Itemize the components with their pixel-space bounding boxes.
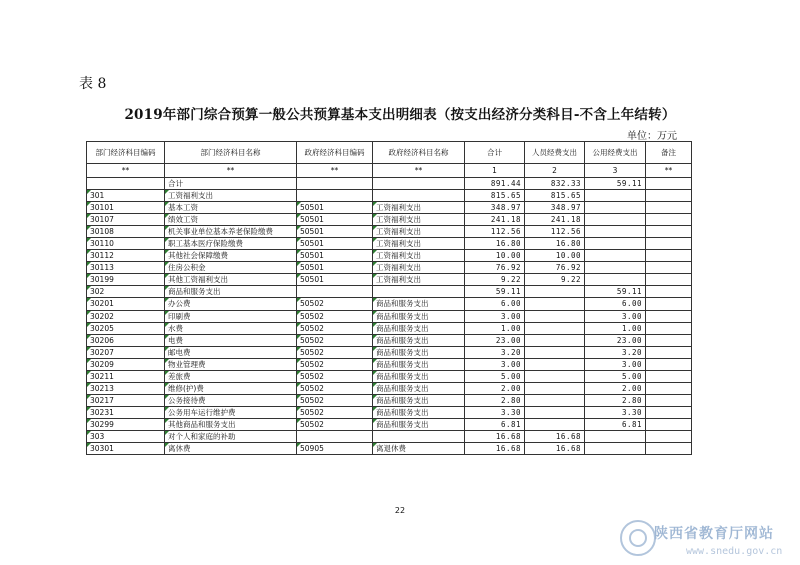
gov-code-cell: 50502 [297, 322, 373, 334]
personnel-cell: 76.92 [525, 262, 585, 274]
gov-code-cell [297, 178, 373, 190]
dept-name-cell: 职工基本医疗保险缴费 [165, 238, 297, 250]
total-cell: 16.68 [465, 443, 525, 455]
personnel-cell [525, 370, 585, 382]
dept-code-cell: 30110 [87, 238, 165, 250]
note-cell [646, 394, 692, 406]
gov-name-cell: 离退休费 [373, 443, 465, 455]
gov-name-cell: 工资福利支出 [373, 214, 465, 226]
note-cell [646, 202, 692, 214]
dept-code-cell: 303 [87, 430, 165, 442]
subheader-cell: 1 [465, 164, 525, 178]
personnel-cell [525, 346, 585, 358]
personnel-cell: 10.00 [525, 250, 585, 262]
dept-name-cell: 其他工资福利支出 [165, 274, 297, 286]
gov-code-cell: 50501 [297, 226, 373, 238]
dept-code-cell: 30199 [87, 274, 165, 286]
gov-name-cell: 商品和服务支出 [373, 394, 465, 406]
dept-code-cell: 302 [87, 286, 165, 298]
dept-code-cell: 30206 [87, 334, 165, 346]
total-cell: 3.20 [465, 346, 525, 358]
personnel-cell: 832.33 [525, 178, 585, 190]
total-cell: 891.44 [465, 178, 525, 190]
subheader-cell: ** [373, 164, 465, 178]
total-cell: 348.97 [465, 202, 525, 214]
col-header-dept-name: 部门经济科目名称 [165, 142, 297, 164]
gov-code-cell [297, 286, 373, 298]
dept-name-cell: 物业管理费 [165, 358, 297, 370]
watermark-seal-icon [620, 520, 656, 556]
gov-code-cell: 50502 [297, 310, 373, 322]
gov-name-cell: 商品和服务支出 [373, 382, 465, 394]
note-cell [646, 310, 692, 322]
gov-code-cell: 50905 [297, 443, 373, 455]
dept-code-cell: 30101 [87, 202, 165, 214]
subheader-cell: ** [87, 164, 165, 178]
gov-code-cell [297, 430, 373, 442]
subheader-cell: ** [165, 164, 297, 178]
table-row [87, 394, 692, 406]
gov-code-cell: 50502 [297, 382, 373, 394]
subheader-cell: 2 [525, 164, 585, 178]
public-cell: 1.00 [585, 322, 646, 334]
unit-label: 单位：万元 [627, 131, 677, 142]
dept-name-cell: 其他社会保障缴费 [165, 250, 297, 262]
note-cell [646, 322, 692, 334]
gov-name-cell: 工资福利支出 [373, 202, 465, 214]
public-cell: 3.00 [585, 358, 646, 370]
note-cell [646, 334, 692, 346]
dept-code-cell: 30112 [87, 250, 165, 262]
dept-name-cell: 其他商品和服务支出 [165, 418, 297, 430]
total-cell: 5.00 [465, 370, 525, 382]
public-cell: 59.11 [585, 178, 646, 190]
table-row [87, 310, 692, 322]
dept-name-cell: 维修(护)费 [165, 382, 297, 394]
public-cell: 5.00 [585, 370, 646, 382]
note-cell [646, 370, 692, 382]
subheader-cell: 3 [585, 164, 646, 178]
table-row [87, 370, 692, 382]
table-row [87, 406, 692, 418]
gov-name-cell: 工资福利支出 [373, 262, 465, 274]
table-row [87, 298, 692, 310]
col-header-note: 备注 [646, 142, 692, 164]
gov-name-cell: 商品和服务支出 [373, 406, 465, 418]
gov-code-cell: 50502 [297, 394, 373, 406]
gov-code-cell: 50502 [297, 358, 373, 370]
gov-name-cell [373, 430, 465, 442]
dept-code-cell: 30209 [87, 358, 165, 370]
dept-name-cell: 邮电费 [165, 346, 297, 358]
dept-name-cell: 公务用车运行维护费 [165, 406, 297, 418]
note-cell [646, 382, 692, 394]
table-row [87, 178, 692, 190]
gov-name-cell [373, 286, 465, 298]
dept-code-cell: 30207 [87, 346, 165, 358]
total-cell: 59.11 [465, 286, 525, 298]
public-cell: 3.30 [585, 406, 646, 418]
note-cell [646, 178, 692, 190]
dept-code-cell: 30211 [87, 370, 165, 382]
personnel-cell: 241.18 [525, 214, 585, 226]
site-watermark [620, 518, 800, 565]
total-cell: 2.80 [465, 394, 525, 406]
table-row [87, 322, 692, 334]
public-cell: 3.20 [585, 346, 646, 358]
total-cell: 241.18 [465, 214, 525, 226]
table-row [87, 430, 692, 442]
note-cell [646, 358, 692, 370]
public-cell: 23.00 [585, 334, 646, 346]
gov-name-cell: 商品和服务支出 [373, 370, 465, 382]
personnel-cell [525, 310, 585, 322]
personnel-cell: 16.80 [525, 238, 585, 250]
public-cell [585, 202, 646, 214]
table-row [87, 274, 692, 286]
public-cell: 2.00 [585, 382, 646, 394]
public-cell [585, 190, 646, 202]
personnel-cell [525, 334, 585, 346]
gov-code-cell: 50501 [297, 202, 373, 214]
total-cell: 1.00 [465, 322, 525, 334]
gov-name-cell: 商品和服务支出 [373, 298, 465, 310]
personnel-cell: 16.68 [525, 443, 585, 455]
total-cell: 16.68 [465, 430, 525, 442]
watermark-url: www.snedu.gov.cn [686, 546, 783, 557]
col-header-dept-code: 部门经济科目编码 [87, 142, 165, 164]
dept-code-cell: 30217 [87, 394, 165, 406]
subheader-row [87, 164, 692, 178]
budget-table [86, 141, 692, 455]
total-cell: 2.00 [465, 382, 525, 394]
public-cell [585, 250, 646, 262]
total-cell: 815.65 [465, 190, 525, 202]
gov-code-cell: 50502 [297, 334, 373, 346]
personnel-cell [525, 358, 585, 370]
dept-code-cell: 30213 [87, 382, 165, 394]
public-cell [585, 430, 646, 442]
dept-name-cell: 办公费 [165, 298, 297, 310]
table-row [87, 346, 692, 358]
dept-name-cell: 工资福利支出 [165, 190, 297, 202]
dept-name-cell: 水费 [165, 322, 297, 334]
note-cell [646, 418, 692, 430]
table-label: 表 8 [79, 76, 107, 92]
header-row [87, 142, 692, 164]
col-header-gov-name: 政府经济科目名称 [373, 142, 465, 164]
dept-name-cell: 绩效工资 [165, 214, 297, 226]
dept-name-cell: 对个人和家庭的补助 [165, 430, 297, 442]
table-row [87, 443, 692, 455]
page-number: 22 [394, 506, 406, 515]
dept-name-cell: 公务接待费 [165, 394, 297, 406]
gov-code-cell: 50501 [297, 238, 373, 250]
gov-code-cell: 50501 [297, 250, 373, 262]
gov-code-cell [297, 190, 373, 202]
total-cell: 3.00 [465, 310, 525, 322]
gov-code-cell: 50502 [297, 406, 373, 418]
table-row [87, 238, 692, 250]
public-cell: 3.00 [585, 310, 646, 322]
note-cell [646, 262, 692, 274]
page-title: 2019年部门综合预算一般公共预算基本支出明细表（按支出经济分类科目-不含上年结转） [124, 107, 676, 123]
note-cell [646, 406, 692, 418]
dept-name-cell: 印刷费 [165, 310, 297, 322]
total-cell: 3.00 [465, 358, 525, 370]
table-row [87, 418, 692, 430]
gov-code-cell: 50502 [297, 418, 373, 430]
personnel-cell [525, 406, 585, 418]
personnel-cell [525, 382, 585, 394]
table-row [87, 190, 692, 202]
total-cell: 6.81 [465, 418, 525, 430]
total-cell: 9.22 [465, 274, 525, 286]
dept-code-cell [87, 178, 165, 190]
dept-code-cell: 30299 [87, 418, 165, 430]
gov-code-cell: 50502 [297, 298, 373, 310]
dept-code-cell: 30201 [87, 298, 165, 310]
personnel-cell [525, 286, 585, 298]
note-cell [646, 286, 692, 298]
table-row [87, 202, 692, 214]
gov-code-cell: 50502 [297, 370, 373, 382]
subheader-cell: ** [646, 164, 692, 178]
note-cell [646, 298, 692, 310]
dept-code-cell: 30205 [87, 322, 165, 334]
table-row [87, 334, 692, 346]
gov-name-cell [373, 190, 465, 202]
gov-code-cell: 50501 [297, 274, 373, 286]
gov-name-cell: 工资福利支出 [373, 238, 465, 250]
public-cell [585, 214, 646, 226]
dept-code-cell: 301 [87, 190, 165, 202]
gov-name-cell: 工资福利支出 [373, 274, 465, 286]
dept-name-cell: 基本工资 [165, 202, 297, 214]
dept-name-cell: 住房公积金 [165, 262, 297, 274]
public-cell: 6.81 [585, 418, 646, 430]
dept-name-cell: 差旅费 [165, 370, 297, 382]
dept-name-cell: 合计 [165, 178, 297, 190]
table-row [87, 358, 692, 370]
personnel-cell: 16.68 [525, 430, 585, 442]
total-cell: 10.00 [465, 250, 525, 262]
dept-code-cell: 30202 [87, 310, 165, 322]
public-cell [585, 262, 646, 274]
public-cell: 59.11 [585, 286, 646, 298]
personnel-cell [525, 322, 585, 334]
dept-code-cell: 30108 [87, 226, 165, 238]
gov-name-cell [373, 178, 465, 190]
gov-name-cell: 工资福利支出 [373, 226, 465, 238]
total-cell: 112.56 [465, 226, 525, 238]
gov-name-cell: 商品和服务支出 [373, 322, 465, 334]
dept-code-cell: 30113 [87, 262, 165, 274]
public-cell [585, 238, 646, 250]
gov-name-cell: 工资福利支出 [373, 250, 465, 262]
public-cell [585, 226, 646, 238]
public-cell: 2.80 [585, 394, 646, 406]
table-body [87, 178, 692, 455]
table-row [87, 226, 692, 238]
table-row [87, 382, 692, 394]
dept-code-cell: 30107 [87, 214, 165, 226]
personnel-cell [525, 298, 585, 310]
note-cell [646, 226, 692, 238]
public-cell [585, 274, 646, 286]
personnel-cell: 112.56 [525, 226, 585, 238]
col-header-total: 合计 [465, 142, 525, 164]
gov-code-cell: 50501 [297, 214, 373, 226]
col-header-public: 公用经费支出 [585, 142, 646, 164]
personnel-cell [525, 394, 585, 406]
note-cell [646, 443, 692, 455]
public-cell: 6.00 [585, 298, 646, 310]
gov-name-cell: 商品和服务支出 [373, 334, 465, 346]
dept-code-cell: 30301 [87, 443, 165, 455]
gov-name-cell: 商品和服务支出 [373, 418, 465, 430]
col-header-personnel: 人员经费支出 [525, 142, 585, 164]
table-row [87, 262, 692, 274]
total-cell: 3.30 [465, 406, 525, 418]
gov-code-cell: 50502 [297, 346, 373, 358]
total-cell: 16.80 [465, 238, 525, 250]
note-cell [646, 274, 692, 286]
watermark-name: 陕西省教育厅网站 [654, 526, 774, 542]
note-cell [646, 190, 692, 202]
total-cell: 23.00 [465, 334, 525, 346]
total-cell: 6.00 [465, 298, 525, 310]
personnel-cell [525, 418, 585, 430]
note-cell [646, 238, 692, 250]
table-row [87, 214, 692, 226]
gov-name-cell: 商品和服务支出 [373, 346, 465, 358]
dept-code-cell: 30231 [87, 406, 165, 418]
subheader-cell: ** [297, 164, 373, 178]
dept-name-cell: 离休费 [165, 443, 297, 455]
table-row [87, 250, 692, 262]
personnel-cell: 815.65 [525, 190, 585, 202]
dept-name-cell: 电费 [165, 334, 297, 346]
note-cell [646, 430, 692, 442]
gov-code-cell: 50501 [297, 262, 373, 274]
gov-name-cell: 商品和服务支出 [373, 310, 465, 322]
note-cell [646, 214, 692, 226]
col-header-gov-code: 政府经济科目编码 [297, 142, 373, 164]
note-cell [646, 346, 692, 358]
gov-name-cell: 商品和服务支出 [373, 358, 465, 370]
dept-name-cell: 商品和服务支出 [165, 286, 297, 298]
table-row [87, 286, 692, 298]
personnel-cell: 9.22 [525, 274, 585, 286]
note-cell [646, 250, 692, 262]
total-cell: 76.92 [465, 262, 525, 274]
personnel-cell: 348.97 [525, 202, 585, 214]
dept-name-cell: 机关事业单位基本养老保险缴费 [165, 226, 297, 238]
public-cell [585, 443, 646, 455]
